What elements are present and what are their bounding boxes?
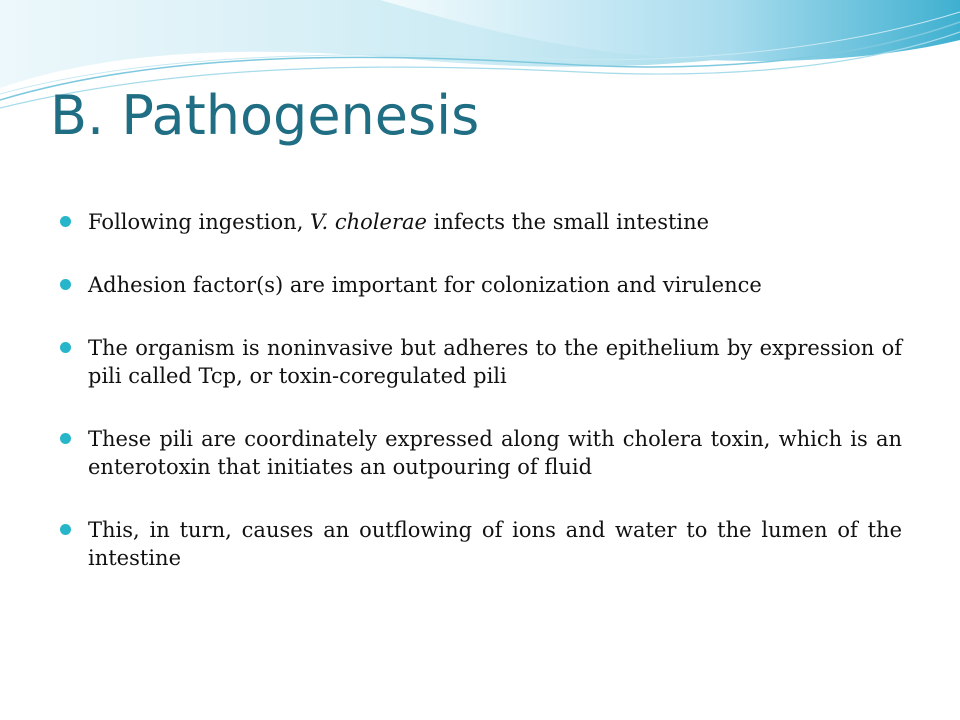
bullet-dot-icon (60, 279, 71, 290)
bullet-text (88, 518, 902, 570)
bullet-item (58, 208, 902, 236)
bullet-text-part: This, in turn, causes an outflowing of ions and water to the lumen of the intestine (88, 518, 902, 570)
bullet-text-part: These pili are coordinately expressed along with cholera toxin, which is an enterotoxin that initiates an outpouring of fluid (88, 427, 902, 479)
bullet-item (58, 425, 902, 481)
bullet-text-part: Adhesion factor(s) are important for colonization and virulence (88, 273, 762, 297)
bullet-dot-icon (60, 216, 71, 227)
bullet-dot-icon (60, 342, 71, 353)
bullet-text (88, 336, 902, 388)
bullet-text-part: Following ingestion, (88, 210, 311, 234)
bullet-text (88, 273, 762, 297)
bullet-text-italic: V. cholerae (310, 210, 427, 234)
bullet-dot-icon (60, 433, 71, 444)
bullet-text-part: The organism is noninvasive but adheres to the epithelium by expression of pili called Tcp, or toxin-coregulated pili (88, 336, 902, 388)
bullet-text (88, 210, 709, 234)
bullet-item (58, 271, 902, 299)
bullet-item (58, 516, 902, 572)
bullet-text (88, 427, 902, 479)
bullet-dot-icon (60, 524, 71, 535)
slide-title: B. Pathogenesis (50, 84, 480, 147)
bullet-item (58, 334, 902, 390)
bullet-list (58, 208, 902, 572)
bullet-text-part: infects the small intestine (426, 210, 710, 234)
